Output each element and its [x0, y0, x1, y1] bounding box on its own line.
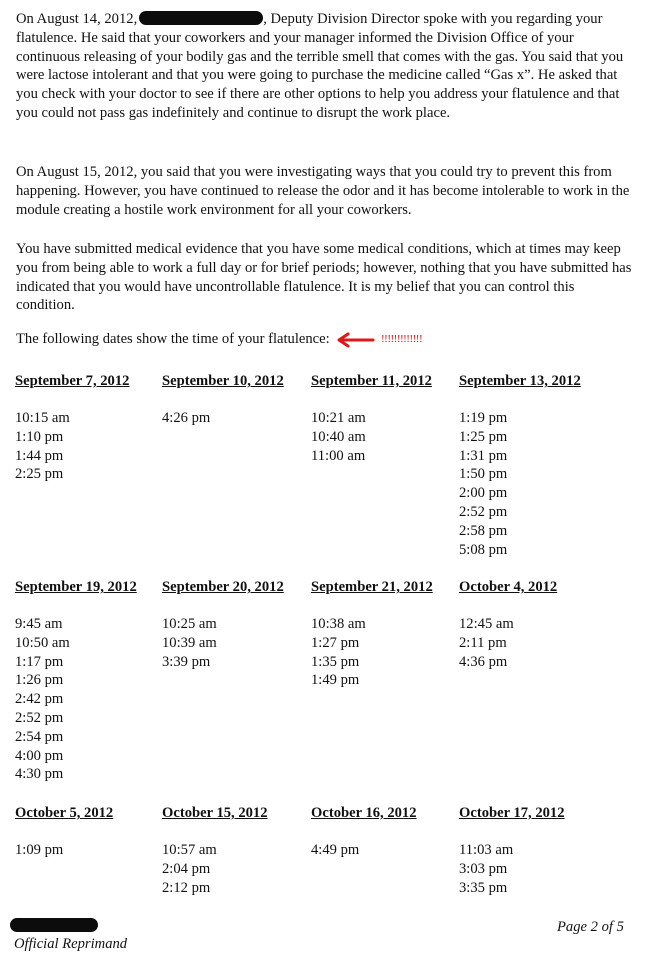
time-entry: 1:31 pm: [459, 447, 508, 464]
time-entry: 12:45 am: [459, 616, 514, 632]
date-heading: September 20, 2012: [162, 579, 284, 595]
time-list: [15, 409, 160, 484]
time-list: [311, 615, 456, 690]
time-entry: 1:49 pm: [311, 672, 360, 689]
redacted-footer-name: [10, 918, 98, 932]
time-entry: 2:54 pm: [15, 728, 64, 745]
time-list: [459, 841, 604, 897]
date-group: [459, 372, 604, 559]
date-group: [15, 578, 160, 784]
time-entry: 3:03 pm: [459, 860, 508, 877]
date-group: [162, 372, 307, 428]
time-entry: 10:50 am: [15, 634, 70, 651]
date-group: [311, 372, 456, 465]
time-entry: 2:52 pm: [459, 503, 508, 520]
time-list: [459, 409, 604, 559]
date-heading: September 7, 2012: [15, 373, 130, 389]
date-group: [459, 578, 604, 671]
time-entry: 1:25 pm: [459, 428, 508, 445]
time-entry: 10:15 am: [15, 410, 70, 426]
date-heading: September 11, 2012: [311, 373, 432, 389]
date-group: [162, 578, 307, 671]
time-entry: 4:30 pm: [15, 766, 64, 783]
document-type: Official Reprimand: [14, 936, 128, 952]
date-group: [311, 578, 456, 690]
time-entry: 1:27 pm: [311, 634, 360, 651]
date-heading: October 16, 2012: [311, 805, 417, 821]
time-entry: 1:44 pm: [15, 447, 64, 464]
date-group: [311, 804, 456, 860]
dates-intro: The following dates show the time of your flatulence:: [16, 331, 330, 347]
paragraph-meeting-start: On August 14, 2012,: [16, 11, 138, 27]
time-entry: 1:35 pm: [311, 653, 360, 670]
date-heading: October 4, 2012: [459, 579, 558, 595]
time-entry: 3:35 pm: [459, 879, 508, 896]
time-entry: 1:26 pm: [15, 672, 64, 689]
redacted-name: [139, 11, 263, 25]
time-entry: 1:09 pm: [15, 842, 64, 858]
time-entry: 1:19 pm: [459, 410, 508, 426]
date-group: [15, 804, 160, 860]
time-list: [15, 615, 160, 784]
time-entry: 2:12 pm: [162, 879, 211, 896]
date-group: [162, 804, 307, 897]
time-entry: 4:26 pm: [162, 410, 211, 426]
time-entry: 1:17 pm: [15, 653, 64, 670]
time-entry: 10:21 am: [311, 410, 366, 426]
time-list: [459, 615, 604, 671]
time-list: [15, 841, 160, 860]
date-heading: September 21, 2012: [311, 579, 433, 595]
time-entry: 4:36 pm: [459, 653, 508, 670]
time-entry: 2:11 pm: [459, 634, 507, 651]
time-list: [311, 409, 456, 465]
time-entry: 2:52 pm: [15, 709, 64, 726]
dates-intro-line: [16, 330, 422, 349]
time-entry: 9:45 am: [15, 616, 63, 632]
time-entry: 11:03 am: [459, 842, 514, 858]
time-list: [162, 409, 307, 428]
date-group: [15, 372, 160, 484]
red-arrow-icon: [335, 332, 375, 348]
date-heading: September 13, 2012: [459, 373, 581, 389]
time-list: [311, 841, 456, 860]
time-entry: 3:39 pm: [162, 653, 211, 670]
paragraph-meeting-rest: , Deputy Division Director spoke with you regarding your flatulence. He said that your coworkers and your manager informed the Division Office of your continuous releasing of your bodily gas and the terrible smell that comes with the gas. You said that you were lactose intolerant and that you were going to purchase the medicine called “Gas x”. He asked that you check with your doctor to see if there are other options to help you address your flatulence and that you could not pass gas indefinitely and continue to disrupt the work place.: [16, 11, 624, 121]
time-list: [162, 615, 307, 671]
time-entry: 1:10 pm: [15, 428, 64, 445]
date-heading: September 10, 2012: [162, 373, 284, 389]
paragraph-meeting: [16, 10, 634, 123]
page-number: Page 2 of 5: [557, 919, 624, 935]
exclamation-marks: !!!!!!!!!!!!!: [381, 333, 423, 346]
time-entry: 4:49 pm: [311, 842, 360, 858]
date-heading: September 19, 2012: [15, 579, 137, 595]
time-entry: 10:57 am: [162, 842, 217, 858]
paragraph-medical: You have submitted medical evidence that you have some medical conditions, which at times may keep you from being able to work a full day or for brief periods; however, nothing that you have submitted has indicated that you would have uncontrollable flatulence. It is my belief that you can control this condition.: [16, 241, 632, 314]
time-list: [162, 841, 307, 897]
time-entry: 10:39 am: [162, 634, 217, 651]
time-entry: 1:50 pm: [459, 466, 508, 483]
time-entry: 2:58 pm: [459, 522, 508, 539]
time-entry: 10:40 am: [311, 428, 366, 445]
date-heading: October 15, 2012: [162, 805, 268, 821]
time-entry: 4:00 pm: [15, 747, 64, 764]
time-entry: 2:04 pm: [162, 860, 211, 877]
date-heading: October 5, 2012: [15, 805, 114, 821]
time-entry: 10:25 am: [162, 616, 217, 632]
time-entry: 10:38 am: [311, 616, 366, 632]
paragraph-investigating: On August 15, 2012, you said that you were investigating ways that you could try to prevent this from happening. However, you have continued to release the odor and it has become intolerable to work in the module creating a hostile work environment for all your coworkers.: [16, 164, 630, 218]
date-group: [459, 804, 604, 897]
time-entry: 5:08 pm: [459, 541, 508, 558]
date-heading: October 17, 2012: [459, 805, 565, 821]
time-entry: 2:00 pm: [459, 485, 508, 502]
time-entry: 11:00 am: [311, 447, 366, 464]
time-entry: 2:25 pm: [15, 466, 64, 483]
time-entry: 2:42 pm: [15, 691, 64, 708]
